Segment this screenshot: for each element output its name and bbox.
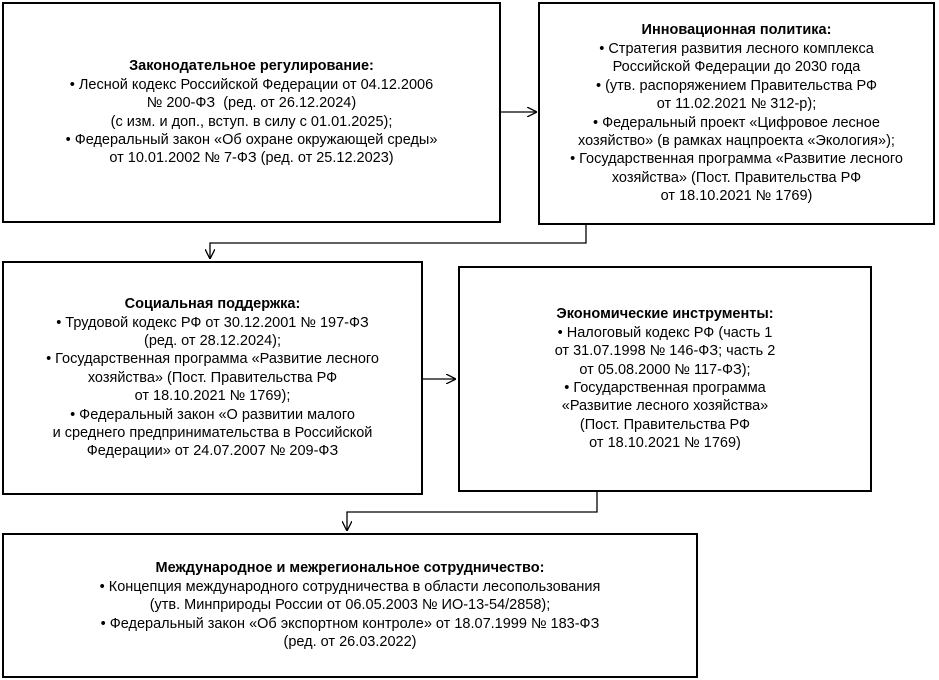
box-international [2,533,698,678]
box-line: от 11.02.2021 № 312-р); [656,96,817,113]
box-line: (ред. от 28.12.2024); [144,332,281,349]
box-economic [458,266,872,492]
box-line: от 18.10.2021 № 1769) [589,435,741,452]
box-title: Инновационная политика: [641,22,832,39]
box-line: Российской Федерации до 2030 года [612,59,861,76]
box-line: • Федеральный закон «Об охране окружающей среды» [65,131,438,148]
box-line: и среднего предпринимательства в Российской [52,425,373,442]
box-line: хозяйства» (Пост. Правительства РФ [87,369,338,386]
box-line: • Стратегия развития лесного комплекса [599,40,874,57]
box-line: • Государственная программа «Развитие лесного [570,151,903,168]
box-legislation [2,2,501,223]
box-line: • Государственная программа [564,380,766,396]
box-line: (утв. Минприроды России от 06.05.2003 № ИО-13-54/2858); [149,597,551,614]
box-innovation [538,2,935,225]
box-line: хозяйства» (Пост. Правительства РФ [611,169,862,186]
box-line: • Федеральный закон «О развитии малого [70,406,355,423]
box-line: • Налоговый кодекс РФ (часть 1 [557,324,773,341]
box-line: № 200-ФЗ (ред. от 26.12.2024) [146,95,357,112]
box-title: Законодательное регулирование: [129,58,374,75]
arrow-innovation-to-social [210,225,586,258]
arrow-economic-to-international [347,492,597,530]
box-line: • (утв. распоряжением Правительства РФ [595,77,878,94]
box-title: Международное и межрегиональное сотрудничество: [155,560,545,577]
box-line: от 10.01.2002 № 7-ФЗ (ред. от 25.12.2023) [109,150,394,167]
box-line: • Федеральный закон «Об экспортном контроле» от 18.07.1999 № 183-ФЗ [100,615,600,632]
box-line: от 18.10.2021 № 1769); [134,388,291,405]
box-line: • Трудовой кодекс РФ от 30.12.2001 № 197-ФЗ [56,314,369,331]
box-line: от 05.08.2000 № 117-ФЗ); [579,361,751,378]
box-line: • Федеральный проект «Цифровое лесное [593,114,880,131]
box-line: (Пост. Правительства РФ [579,416,751,433]
box-title: Социальная поддержка: [124,296,301,313]
box-line: от 31.07.1998 № 146-ФЗ; часть 2 [554,343,776,360]
box-line: • Концепция международного сотрудничества в области лесопользования [99,578,601,595]
box-line: • Лесной кодекс Российской Федерации от 04.12.2006 [69,76,434,93]
box-line: Федерации» от 24.07.2007 № 209-ФЗ [86,443,339,460]
box-line: от 18.10.2021 № 1769) [660,188,813,205]
box-line: (ред. от 26.03.2022) [283,634,417,651]
box-line: «Развитие лесного хозяйства» [561,398,769,415]
box-line: (с изм. и доп., вступ. в силу с 01.01.2025); [110,113,393,130]
box-title: Экономические инструменты: [556,306,774,323]
box-line: хозяйство» (в рамках нацпроекта «Экология»); [578,132,895,149]
box-line: • Государственная программа «Развитие лесного [46,351,379,368]
box-social [2,261,423,495]
